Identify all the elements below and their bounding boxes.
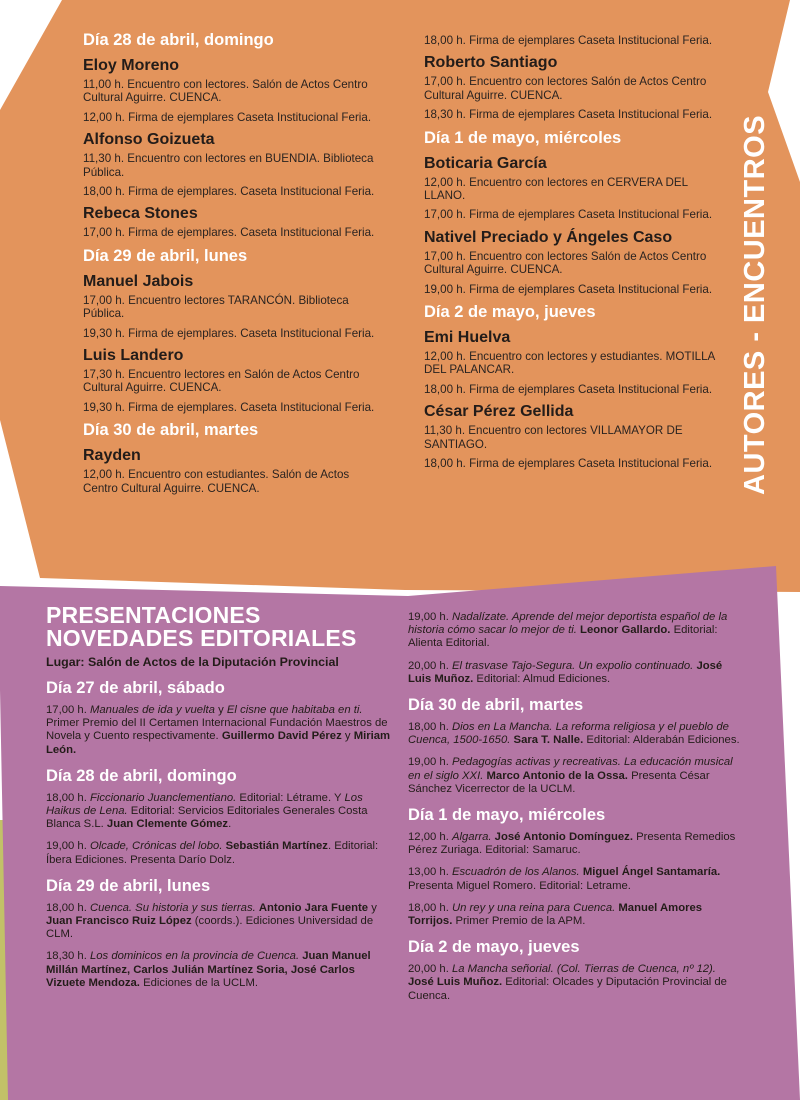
presentaciones-left-list xyxy=(46,678,391,990)
entry-text: Editorial: Almud Ediciones. xyxy=(473,672,611,685)
presentation-entry xyxy=(408,611,743,651)
entry-text: Editorial: Alderabán Ediciones. xyxy=(583,734,740,747)
entry-author: José Antonio Domínguez. xyxy=(494,831,633,844)
entry-author: Juan Clemente Gómez xyxy=(106,818,229,831)
day-heading: Día 30 de abril, martes xyxy=(408,696,584,715)
entry-text: y xyxy=(341,730,354,743)
entry-author: Miriam León. xyxy=(46,730,391,756)
presentation-entry xyxy=(46,840,391,866)
event-line: 17,00 h. Encuentro lectores TARANCÓN. Biblioteca Pública. xyxy=(83,293,349,321)
entry-book-title: Cuenca. Su historia y sus tierras. xyxy=(89,901,256,914)
event-line: 19,30 h. Firma de ejemplares. Caseta Institucional Feria. xyxy=(83,400,375,414)
author-name: Luis Landero xyxy=(83,347,184,365)
event-line: 12,00 h. Firma de ejemplares Caseta Institucional Feria. xyxy=(83,110,372,124)
presentaciones-title-line2: NOVEDADES EDITORIALES xyxy=(46,625,357,651)
day-heading: Día 28 de abril, domingo xyxy=(83,31,274,49)
entry-text: Editorial: Servicios Editoriales Generales Costa Blanca S.L. xyxy=(46,805,368,831)
event-line: 19,30 h. Firma de ejemplares. Caseta Institucional Feria. xyxy=(83,326,375,340)
presentation-entry xyxy=(46,704,391,757)
event-line: 18,00 h. Firma de ejemplares Caseta Institucional Feria. xyxy=(424,34,713,47)
entry-text: 13,00 h. xyxy=(408,866,452,879)
entry-text: Editorial: Alienta Editorial. xyxy=(408,624,718,650)
presentaciones-right-list xyxy=(408,611,743,1003)
presentaciones-place: Lugar: Salón de Actos de la Diputación Provincial xyxy=(46,655,339,669)
entry-text: Primer Premio de la APM. xyxy=(452,915,586,928)
entry-author: Sara T. Nalle. xyxy=(513,734,584,747)
entry-author: Guillermo David Pérez xyxy=(221,730,342,743)
entry-author: José Luis Muñoz. xyxy=(408,659,723,685)
entry-text: (coords.). Ediciones Universidad de CLM. xyxy=(46,915,374,941)
entry-text: y xyxy=(214,704,227,716)
entry-book-title: Nadalízate. Aprende del mejor deportista español de la historia cómo sacar lo mejor de ti. xyxy=(408,611,728,637)
entry-book-title: Los dominicos en la provincia de Cuenca. xyxy=(89,950,300,963)
presentaciones-right-column xyxy=(408,611,743,1012)
entry-text: 12,00 h. xyxy=(408,831,452,844)
entry-text: Presenta Remedios Pérez Zuriaga. Editorial: Samaruc. xyxy=(408,831,736,857)
entry-book-title: Escuadrón de los Alanos. xyxy=(451,866,580,879)
entry-text: Ediciones de la UCLM. xyxy=(139,976,258,989)
entry-book-title: El cisne que habitaba en ti. xyxy=(226,704,363,716)
entry-text: Editorial: Létrame. Y xyxy=(236,791,345,804)
day-heading: Día 29 de abril, lunes xyxy=(46,876,211,895)
event-line: 18,00 h. Firma de ejemplares Caseta Institucional Feria. xyxy=(424,382,713,396)
entry-author: Miguel Ángel Santamaría. xyxy=(582,866,721,879)
event-line: 11,30 h. Encuentro con lectores en BUENDIA. Biblioteca Pública. xyxy=(83,152,374,179)
presentaciones-title-line1: PRESENTACIONES xyxy=(46,602,261,628)
entry-text: . xyxy=(228,818,232,831)
entry-text: 18,30 h. xyxy=(46,950,90,963)
author-name: Boticaria García xyxy=(424,154,547,172)
entry-text: Editorial: Olcades y Diputación Provincial de Cuenca. xyxy=(408,976,727,1002)
event-line: 19,00 h. Firma de ejemplares Caseta Institucional Feria. xyxy=(424,282,713,296)
event-line: 18,00 h. Firma de ejemplares Caseta Institucional Feria. xyxy=(424,457,713,471)
presentation-entry xyxy=(408,831,743,857)
event-line: 18,00 h. Firma de ejemplares. Caseta Institucional Feria. xyxy=(83,185,375,199)
encuentros-left-column xyxy=(83,28,383,501)
event-line: 17,00 h. Encuentro con lectores Salón de Actos Centro Cultural Aguirre. CUENCA. xyxy=(424,75,707,102)
author-name: Nativel Preciado y Ángeles Caso xyxy=(424,228,673,246)
event-line: 12,00 h. Encuentro con estudiantes. Salón de Actos Centro Cultural Aguirre. CUENCA. xyxy=(83,468,350,495)
presentation-entry xyxy=(408,902,743,928)
entry-author: Juan Francisco Ruiz López xyxy=(46,915,192,928)
entry-book-title: Pedagogías activas y recreativas. La educación musical en el siglo XXI. xyxy=(408,756,733,782)
event-line: 12,00 h. Encuentro con lectores y estudiantes. MOTILLA DEL PALANCAR. xyxy=(424,350,715,377)
entry-text: 18,00 h. xyxy=(46,901,90,914)
event-line: 11,30 h. Encuentro con lectores VILLAMAYOR DE SANTIAGO. xyxy=(424,424,683,451)
entry-author: Manuel Amores Torrijos. xyxy=(408,901,703,928)
day-heading: Día 2 de mayo, jueves xyxy=(424,303,596,322)
day-heading: Día 29 de abril, lunes xyxy=(83,246,248,265)
presentation-entry xyxy=(408,660,743,686)
entry-text: 19,00 h. xyxy=(408,756,452,769)
presentation-entry xyxy=(408,756,743,796)
entry-author: Juan Manuel Millán Martínez, Carlos Julián Martínez Soria, José Carlos Vizuete Mendoza. xyxy=(46,950,371,989)
presentation-entry xyxy=(408,963,743,1003)
entry-book-title: Dios en La Mancha. La reforma religiosa y el pueblo de Cuenca, 1500-1650. xyxy=(408,721,729,747)
presentation-entry xyxy=(46,792,391,832)
author-name: Eloy Moreno xyxy=(83,57,180,74)
author-name: Emi Huelva xyxy=(424,329,511,347)
entry-author: Leonor Gallardo. xyxy=(580,624,671,637)
entry-text: Primer Premio del II Certamen Internacional Fundación Maestros de Novela y Cuento respectivamente. xyxy=(46,717,388,743)
entry-book-title: El trasvase Tajo-Segura. Un expolio continuado. xyxy=(451,659,694,672)
entry-book-title: Un rey y una reina para Cuenca. xyxy=(451,901,616,914)
entry-text: y xyxy=(368,901,377,914)
entry-author: Sebastián Martínez xyxy=(225,840,328,853)
entry-text: 18,00 h. xyxy=(408,721,452,734)
day-heading: Día 30 de abril, martes xyxy=(83,421,259,440)
event-line: 17,30 h. Encuentro lectores en Salón de Actos Centro Cultural Aguirre. CUENCA. xyxy=(83,368,360,395)
presentation-entry xyxy=(46,950,391,990)
event-line: 17,00 h. Firma de ejemplares Caseta Institucional Feria. xyxy=(424,208,713,222)
entry-text: Presenta Miguel Romero. Editorial: Letrame. xyxy=(408,879,631,892)
entry-text: Presenta César Sánchez Vicerrector de la UCLM. xyxy=(408,769,710,795)
encuentros-right-column xyxy=(424,34,724,477)
entry-author: Antonio Jara Fuente xyxy=(258,901,369,914)
event-line: 17,00 h. Firma de ejemplares. Caseta Institucional Feria. xyxy=(83,226,375,240)
entry-text: 19,00 h. xyxy=(46,840,90,853)
presentaciones-left-column xyxy=(46,604,391,999)
entry-text: . Editorial: Íbera Ediciones. Presenta Darío Dolz. xyxy=(46,840,379,866)
day-heading: Día 28 de abril, domingo xyxy=(46,766,237,785)
event-line: 11,00 h. Encuentro con lectores. Salón de Actos Centro Cultural Aguirre. CUENCA. xyxy=(83,78,368,105)
presentation-entry xyxy=(408,866,743,892)
author-name: César Pérez Gellida xyxy=(424,403,574,421)
side-title: AUTORES - ENCUENTROS xyxy=(739,114,771,495)
entry-book-title: Los Haikus de Lena. xyxy=(46,791,363,818)
entry-book-title: Algarra. xyxy=(451,831,492,844)
author-name: Rebeca Stones xyxy=(83,205,198,223)
entry-text: 17,00 h. xyxy=(46,704,90,716)
entry-author: Marco Antonio de la Ossa. xyxy=(486,769,628,782)
entry-author: José Luis Muñoz. xyxy=(408,976,503,989)
entry-text: 20,00 h. xyxy=(408,963,452,976)
event-line: 12,00 h. Encuentro con lectores en CERVERA DEL LLANO. xyxy=(424,175,688,203)
entry-text: 18,00 h. xyxy=(408,901,452,914)
day-heading: Día 1 de mayo, miércoles xyxy=(424,128,622,147)
entry-text: 19,00 h. xyxy=(408,611,452,623)
presentation-entry xyxy=(408,721,743,747)
entry-book-title: Olcade, Crónicas del lobo. xyxy=(89,840,223,853)
author-name: Alfonso Goizueta xyxy=(83,131,215,149)
author-name: Roberto Santiago xyxy=(424,54,558,72)
author-name: Rayden xyxy=(83,447,141,465)
entry-text: 20,00 h. xyxy=(408,659,452,672)
entry-book-title: Ficcionario Juanclementiano. xyxy=(89,791,237,804)
presentation-entry xyxy=(46,902,391,942)
day-heading: Día 27 de abril, sábado xyxy=(46,679,225,697)
event-line: 18,30 h. Firma de ejemplares Caseta Institucional Feria. xyxy=(424,108,713,122)
entry-book-title: Manuales de ida y vuelta xyxy=(89,704,215,716)
entry-text: 18,00 h. xyxy=(46,791,90,804)
day-heading: Día 1 de mayo, miércoles xyxy=(408,806,606,825)
day-heading: Día 2 de mayo, jueves xyxy=(408,938,580,957)
author-name: Manuel Jabois xyxy=(83,272,194,290)
entry-book-title: La Mancha señorial. (Col. Tierras de Cuenca, nº 12). xyxy=(451,963,716,976)
event-line: 17,00 h. Encuentro con lectores Salón de Actos Centro Cultural Aguirre. CUENCA. xyxy=(424,249,707,277)
